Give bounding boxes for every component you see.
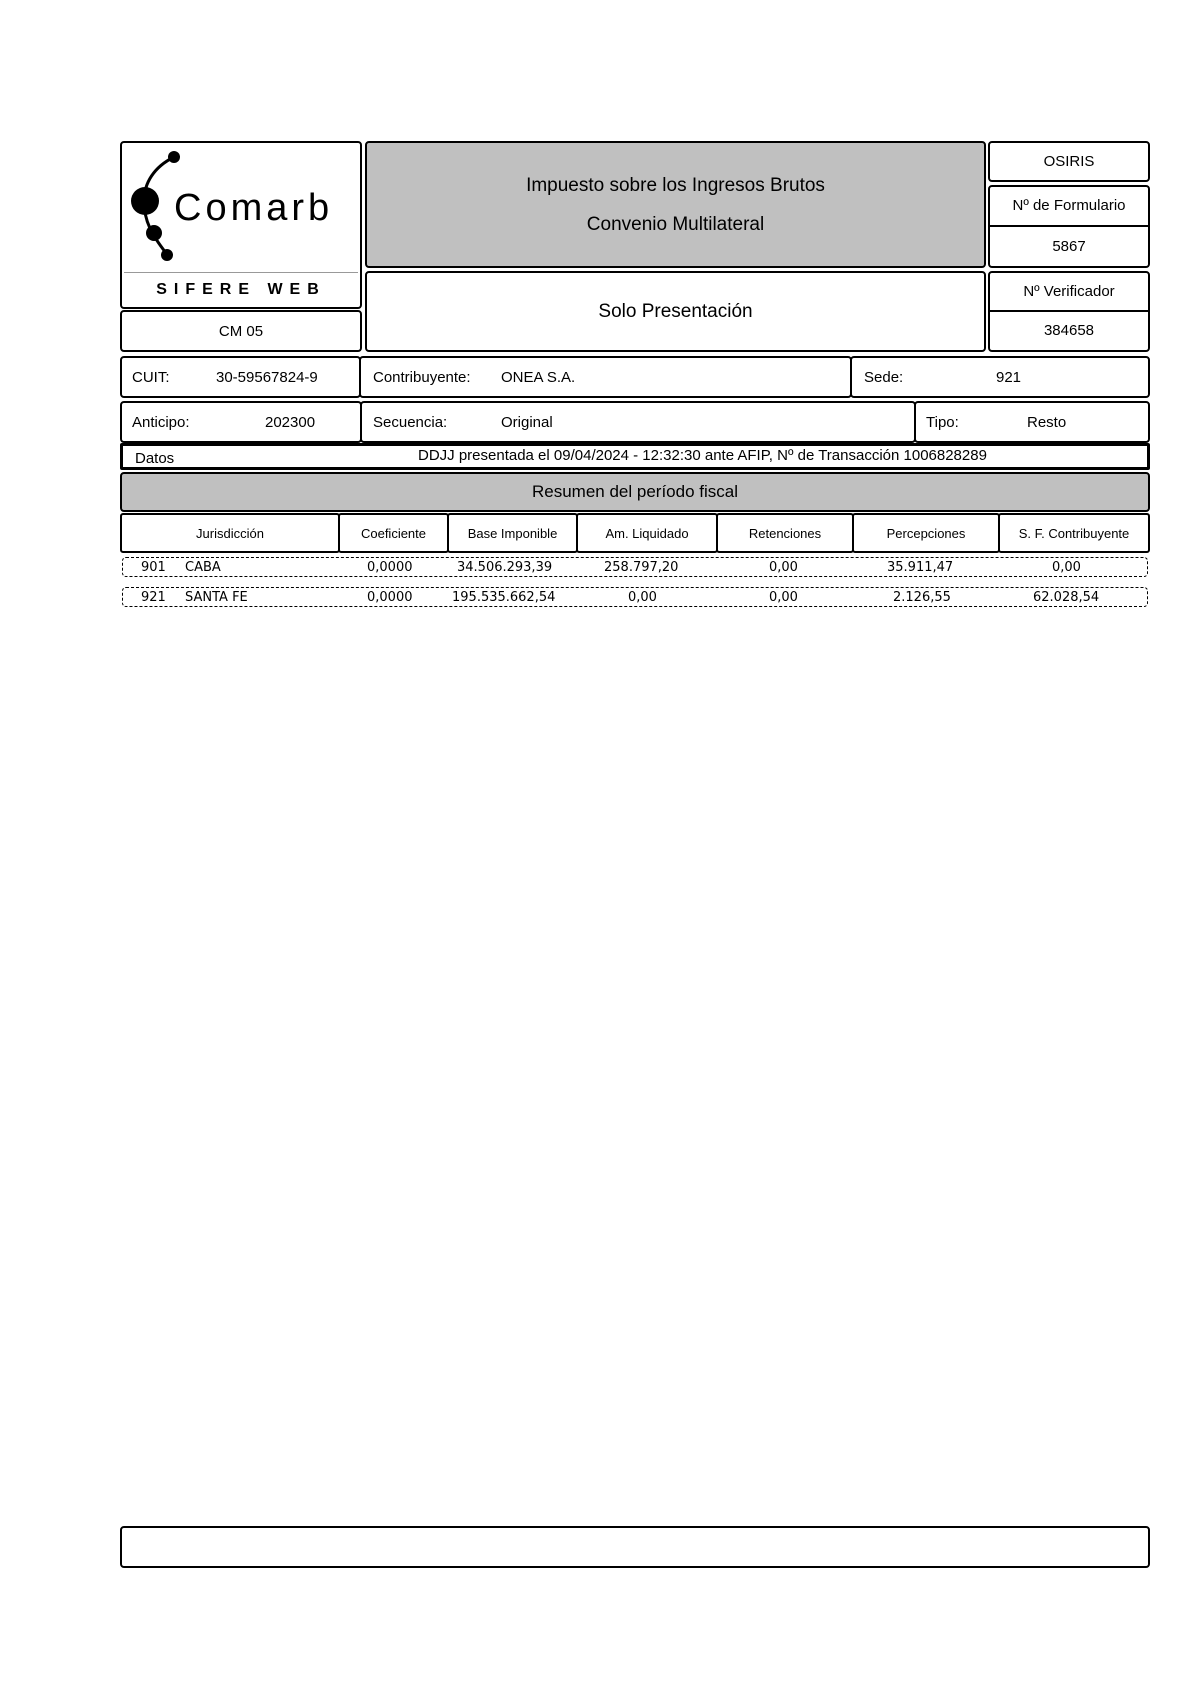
title-line-2: Convenio Multilateral xyxy=(586,213,765,235)
retenciones-value: 0,00 xyxy=(769,590,798,605)
form-number-box xyxy=(988,185,1150,268)
sede-label: Sede: xyxy=(864,369,904,386)
coeficiente-value: 0,0000 xyxy=(367,590,413,605)
column-header-monto-liquidado: Am. Liquidado xyxy=(576,513,718,553)
sequence-label: Secuencia: xyxy=(373,414,448,431)
retenciones-value: 0,00 xyxy=(769,560,798,575)
title-box xyxy=(365,141,986,268)
verifier-label: Nº Verificador xyxy=(990,273,1148,312)
datos-label: Datos xyxy=(135,450,175,467)
type-value: Resto xyxy=(1027,414,1067,431)
column-header-retenciones: Retenciones xyxy=(716,513,854,553)
advance-label: Anticipo: xyxy=(132,414,190,431)
brand-subtitle: SIFERE WEB xyxy=(156,281,326,298)
jurisdiction-code: 921 xyxy=(141,590,166,605)
advance-value: 202300 xyxy=(265,414,316,431)
form-number: 5867 xyxy=(1052,237,1086,255)
logo-divider xyxy=(124,272,358,273)
brand-name: Comarb xyxy=(174,187,334,229)
system-name: OSIRIS xyxy=(988,141,1150,182)
saldo-value: 0,00 xyxy=(1052,560,1081,575)
column-header-base-imponible: Base Imponible xyxy=(447,513,578,553)
sede-value: 921 xyxy=(996,369,1022,386)
table-row xyxy=(122,587,1148,607)
cuit-label: CUIT: xyxy=(132,369,170,386)
saldo-value: 62.028,54 xyxy=(1033,590,1100,605)
type-field xyxy=(914,401,1150,443)
contributor-value: ONEA S.A. xyxy=(501,369,576,386)
cuit-field xyxy=(120,356,361,398)
column-header-saldo-contribuyente: S. F. Contribuyente xyxy=(998,513,1150,553)
sequence-field xyxy=(360,401,916,443)
table-row xyxy=(122,557,1148,577)
form-number-label: Nº de Formulario xyxy=(990,187,1148,227)
presentation-type: Solo Presentación xyxy=(365,271,986,352)
advance-field xyxy=(120,401,362,443)
monto-liquidado-value: 0,00 xyxy=(628,590,657,605)
contributor-field xyxy=(359,356,852,398)
percepciones-value: 2.126,55 xyxy=(893,590,951,605)
sede-field xyxy=(850,356,1150,398)
column-header-jurisdiccion: Jurisdicción xyxy=(120,513,340,553)
datos-box xyxy=(120,443,1150,470)
footer-box xyxy=(120,1526,1150,1568)
title-line-1: Impuesto sobre los Ingresos Brutos xyxy=(526,174,825,196)
verifier-box xyxy=(988,271,1150,352)
sequence-value: Original xyxy=(501,414,553,431)
column-header-percepciones: Percepciones xyxy=(852,513,1000,553)
datos-text: DDJJ presentada el 09/04/2024 - 12:32:30 ante AFIP, Nº de Transacción 1006828289 xyxy=(418,447,987,464)
form-code: CM 05 xyxy=(120,310,362,352)
contributor-label: Contribuyente: xyxy=(373,369,471,386)
base-imponible-value: 34.506.293,39 xyxy=(457,560,553,575)
jurisdiction-code: 901 xyxy=(141,560,166,575)
percepciones-value: 35.911,47 xyxy=(887,560,954,575)
monto-liquidado-value: 258.797,20 xyxy=(604,560,679,575)
jurisdiction-name: SANTA FE xyxy=(185,590,248,605)
verifier-number: 384658 xyxy=(1043,322,1095,340)
cuit-value: 30-59567824-9 xyxy=(216,369,318,386)
jurisdiction-name: CABA xyxy=(185,560,221,575)
type-label: Tipo: xyxy=(926,414,959,431)
base-imponible-value: 195.535.662,54 xyxy=(452,590,556,605)
summary-title: Resumen del período fiscal xyxy=(120,472,1150,512)
logo-box xyxy=(120,141,362,309)
column-header-coeficiente: Coeficiente xyxy=(338,513,449,553)
coeficiente-value: 0,0000 xyxy=(367,560,413,575)
